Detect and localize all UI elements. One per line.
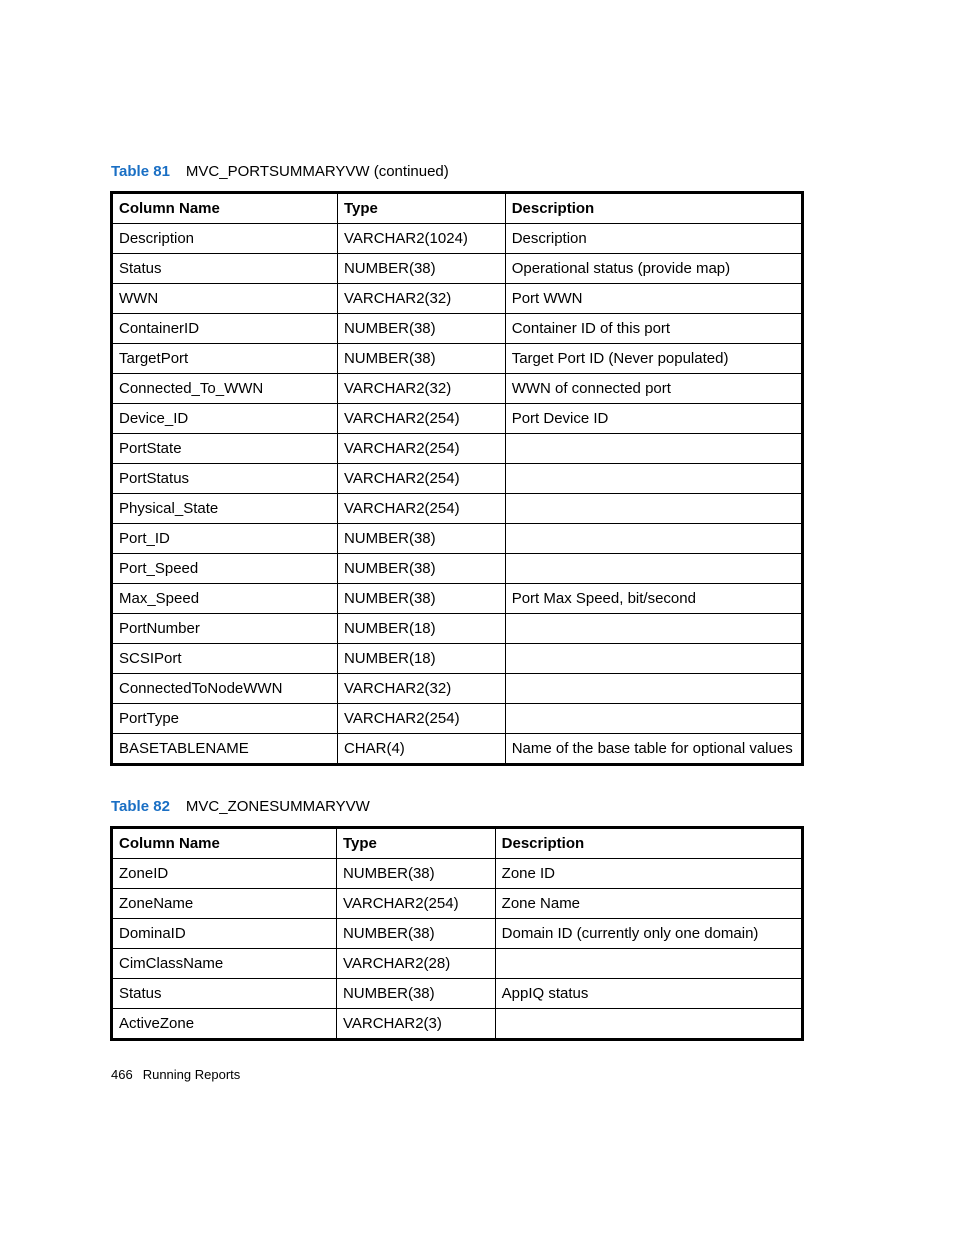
cell-description: Zone Name [495, 889, 802, 919]
table-row [112, 374, 803, 404]
cell-type: NUMBER(38) [336, 919, 495, 949]
cell-column-name: Status [112, 254, 338, 284]
page-footer [111, 1067, 240, 1082]
cell-column-name: PortStatus [112, 464, 338, 494]
footer-section-title: Running Reports [142, 1067, 241, 1082]
cell-type: CHAR(4) [337, 734, 505, 765]
table-row [112, 919, 803, 949]
table-header-row [112, 828, 803, 859]
cell-description: AppIQ status [495, 979, 802, 1009]
cell-type: NUMBER(38) [337, 554, 505, 584]
cell-description: Port Max Speed, bit/second [505, 584, 802, 614]
cell-column-name: TargetPort [112, 344, 338, 374]
table-row [112, 889, 803, 919]
table-row [112, 494, 803, 524]
cell-column-name: ActiveZone [112, 1009, 337, 1040]
cell-description: Name of the base table for optional values [505, 734, 802, 765]
cell-description: Description [505, 224, 802, 254]
cell-column-name: PortType [112, 704, 338, 734]
column-header-description: Description [495, 828, 802, 859]
cell-type: VARCHAR2(32) [337, 374, 505, 404]
table-row [112, 949, 803, 979]
table-row [112, 434, 803, 464]
column-header-description: Description [505, 193, 802, 224]
cell-column-name: PortState [112, 434, 338, 464]
cell-column-name: Port_ID [112, 524, 338, 554]
page-number: 466 [111, 1067, 133, 1082]
table-82-title: MVC_ZONESUMMARYVW [185, 798, 370, 815]
cell-column-name: SCSIPort [112, 644, 338, 674]
cell-description: Port WWN [505, 284, 802, 314]
cell-column-name: Status [112, 979, 337, 1009]
cell-type: NUMBER(38) [337, 254, 505, 284]
table-row [112, 1009, 803, 1040]
cell-column-name: Max_Speed [112, 584, 338, 614]
table-row [112, 859, 803, 889]
cell-type: NUMBER(38) [337, 344, 505, 374]
table-row [112, 704, 803, 734]
cell-description [495, 1009, 802, 1040]
table-row [112, 554, 803, 584]
cell-type: VARCHAR2(254) [337, 404, 505, 434]
column-header-name: Column Name [112, 828, 337, 859]
table-row [112, 524, 803, 554]
table-row [112, 979, 803, 1009]
cell-description [505, 434, 802, 464]
cell-description [505, 494, 802, 524]
cell-description: Domain ID (currently only one domain) [495, 919, 802, 949]
table-header-row [112, 193, 803, 224]
cell-type: VARCHAR2(28) [336, 949, 495, 979]
table-row [112, 464, 803, 494]
table-row [112, 344, 803, 374]
table-82-caption [111, 798, 370, 816]
cell-type: VARCHAR2(254) [337, 704, 505, 734]
table-row [112, 674, 803, 704]
table-81-caption [111, 163, 449, 181]
cell-type: VARCHAR2(32) [337, 674, 505, 704]
column-header-name: Column Name [112, 193, 338, 224]
cell-description: Zone ID [495, 859, 802, 889]
table-81-title: MVC_PORTSUMMARYVW (continued) [185, 163, 449, 180]
cell-type: VARCHAR2(254) [337, 434, 505, 464]
cell-description [505, 644, 802, 674]
cell-column-name: ConnectedToNodeWWN [112, 674, 338, 704]
cell-column-name: PortNumber [112, 614, 338, 644]
cell-description: Container ID of this port [505, 314, 802, 344]
cell-column-name: ZoneName [112, 889, 337, 919]
cell-type: VARCHAR2(254) [337, 464, 505, 494]
cell-column-name: Connected_To_WWN [112, 374, 338, 404]
column-header-type: Type [336, 828, 495, 859]
cell-column-name: Port_Speed [112, 554, 338, 584]
table-row [112, 644, 803, 674]
cell-type: NUMBER(18) [337, 644, 505, 674]
table-row [112, 314, 803, 344]
cell-type: VARCHAR2(1024) [337, 224, 505, 254]
table-row [112, 284, 803, 314]
cell-column-name: CimClassName [112, 949, 337, 979]
table-81 [110, 191, 804, 766]
table-row [112, 254, 803, 284]
column-header-type: Type [337, 193, 505, 224]
table-row [112, 584, 803, 614]
cell-column-name: BASETABLENAME [112, 734, 338, 765]
cell-description [505, 674, 802, 704]
cell-column-name: Device_ID [112, 404, 338, 434]
cell-description: WWN of connected port [505, 374, 802, 404]
table-row [112, 614, 803, 644]
cell-type: VARCHAR2(254) [336, 889, 495, 919]
cell-description [495, 949, 802, 979]
cell-description: Port Device ID [505, 404, 802, 434]
table-row [112, 224, 803, 254]
table-82-label: Table 82 [111, 798, 170, 815]
cell-column-name: WWN [112, 284, 338, 314]
cell-description: Target Port ID (Never populated) [505, 344, 802, 374]
cell-column-name: ContainerID [112, 314, 338, 344]
cell-description [505, 524, 802, 554]
cell-column-name: Description [112, 224, 338, 254]
cell-description [505, 614, 802, 644]
cell-type: NUMBER(38) [336, 979, 495, 1009]
cell-type: NUMBER(38) [337, 524, 505, 554]
cell-type: VARCHAR2(3) [336, 1009, 495, 1040]
table-row [112, 404, 803, 434]
cell-description [505, 464, 802, 494]
cell-description [505, 554, 802, 584]
cell-column-name: Physical_State [112, 494, 338, 524]
cell-description [505, 704, 802, 734]
cell-type: VARCHAR2(32) [337, 284, 505, 314]
cell-column-name: DominaID [112, 919, 337, 949]
cell-type: NUMBER(38) [337, 584, 505, 614]
cell-description: Operational status (provide map) [505, 254, 802, 284]
table-row [112, 734, 803, 765]
cell-column-name: ZoneID [112, 859, 337, 889]
cell-type: VARCHAR2(254) [337, 494, 505, 524]
table-81-label: Table 81 [111, 163, 170, 180]
table-82 [110, 826, 804, 1041]
cell-type: NUMBER(38) [337, 314, 505, 344]
cell-type: NUMBER(38) [336, 859, 495, 889]
cell-type: NUMBER(18) [337, 614, 505, 644]
